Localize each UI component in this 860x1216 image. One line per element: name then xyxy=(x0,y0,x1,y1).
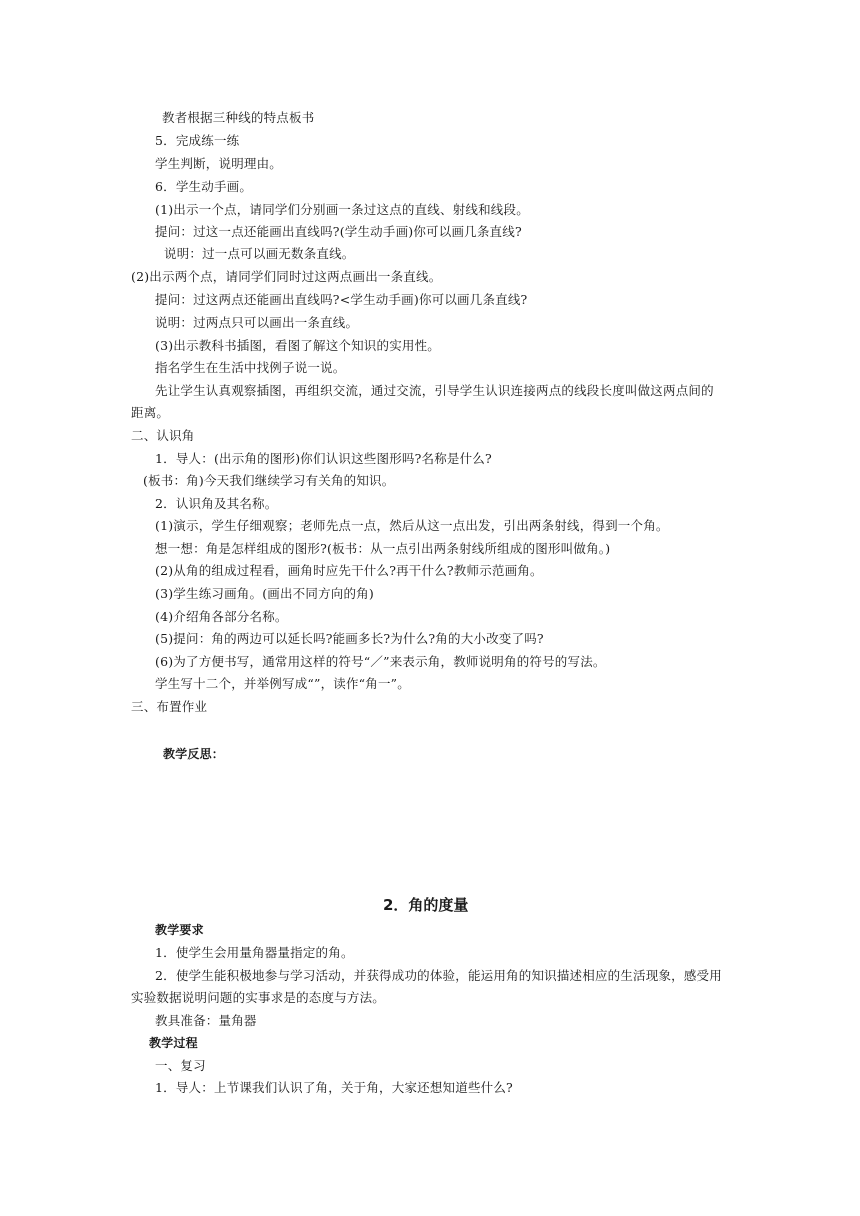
text-line: 2．认识角及其名称。 xyxy=(155,496,278,511)
text-line: 学生写十二个，并举例写成“”，读作“角一”。 xyxy=(155,676,410,691)
section-heading: 二、认识角 xyxy=(131,428,195,443)
text-line: 实验数据说明问题的实事求是的态度与方法。 xyxy=(131,990,386,1005)
text-line: 1．使学生会用量角器量指定的角。 xyxy=(155,945,354,960)
text-line: 一、复习 xyxy=(155,1058,206,1073)
text-line: 1．导人：上节课我们认识了角，关于角，大家还想知道些什么? xyxy=(155,1080,513,1095)
text-line: (4)介绍角各部分名称。 xyxy=(155,609,288,624)
text-line: 说明：过两点只可以画出一条直线。 xyxy=(155,315,359,330)
text-line: 想一想：角是怎样组成的图形?(板书：从一点引出两条射线所组成的图形叫做角。) xyxy=(155,541,611,556)
text-line: (板书：角)今天我们继续学习有关角的知识。 xyxy=(143,473,395,488)
text-line: 教者根据三种线的特点板书 xyxy=(162,110,315,125)
section-heading: 三、布置作业 xyxy=(131,699,208,714)
text-line: 距离。 xyxy=(131,405,170,420)
process-heading: 教学过程 xyxy=(149,1036,198,1050)
text-line: 提问：过这两点还能画出直线吗?<学生动手画)你可以画几条直线? xyxy=(155,292,528,307)
page-title: 2．角的度量 xyxy=(383,896,469,914)
text-line: (6)为了方便书写，通常用这样的符号“／”来表示角，教师说明角的符号的写法。 xyxy=(155,654,606,669)
text-line: (3)出示教科书插图，看图了解这个知识的实用性。 xyxy=(155,338,441,353)
text-line: (1)演示，学生仔细观察；老师先点一点，然后从这一点出发，引出两条射线，得到一个角。 xyxy=(155,518,669,533)
text-line: (3)学生练习画角。(画出不同方向的角) xyxy=(155,586,374,601)
text-line: 教具准备：量角器 xyxy=(155,1013,257,1028)
text-line: 1．导人：(出示角的图形)你们认识这些图形吗?名称是什么? xyxy=(155,451,492,466)
text-line: 提问：过这一点还能画出直线吗?(学生动手画)你可以画几条直线? xyxy=(155,224,522,239)
text-line: 指名学生在生活中找例子说一说。 xyxy=(155,360,346,375)
reflection-label: 教学反思： xyxy=(163,747,225,761)
text-line: (1)出示一个点，请同学们分别画一条过这点的直线、射线和线段。 xyxy=(155,202,529,217)
text-line: 6．学生动手画。 xyxy=(155,179,253,194)
text-line: 先让学生认真观察插图，再组织交流，通过交流，引导学生认识连接两点的线段长度叫做这两点间的 xyxy=(155,383,714,398)
text-line: (2)从角的组成过程看，画角时应先干什么?再干什么?教师示范画角。 xyxy=(155,563,543,578)
text-line: 2．使学生能积极地参与学习活动，并获得成功的体验，能运用角的知识描述相应的生活现象，感受用 xyxy=(155,968,722,983)
text-line: 5．完成练一练 xyxy=(155,133,240,148)
text-line: 说明：过一点可以画无数条直线。 xyxy=(164,246,355,261)
text-line: (2)出示两个点，请同学们同时过这两点画出一条直线。 xyxy=(131,269,442,284)
requirements-heading: 教学要求 xyxy=(155,923,204,937)
text-line: (5)提问：角的两边可以延长吗?能画多长?为什么?角的大小改变了吗? xyxy=(155,631,544,646)
text-line: 学生判断，说明理由。 xyxy=(155,156,283,171)
